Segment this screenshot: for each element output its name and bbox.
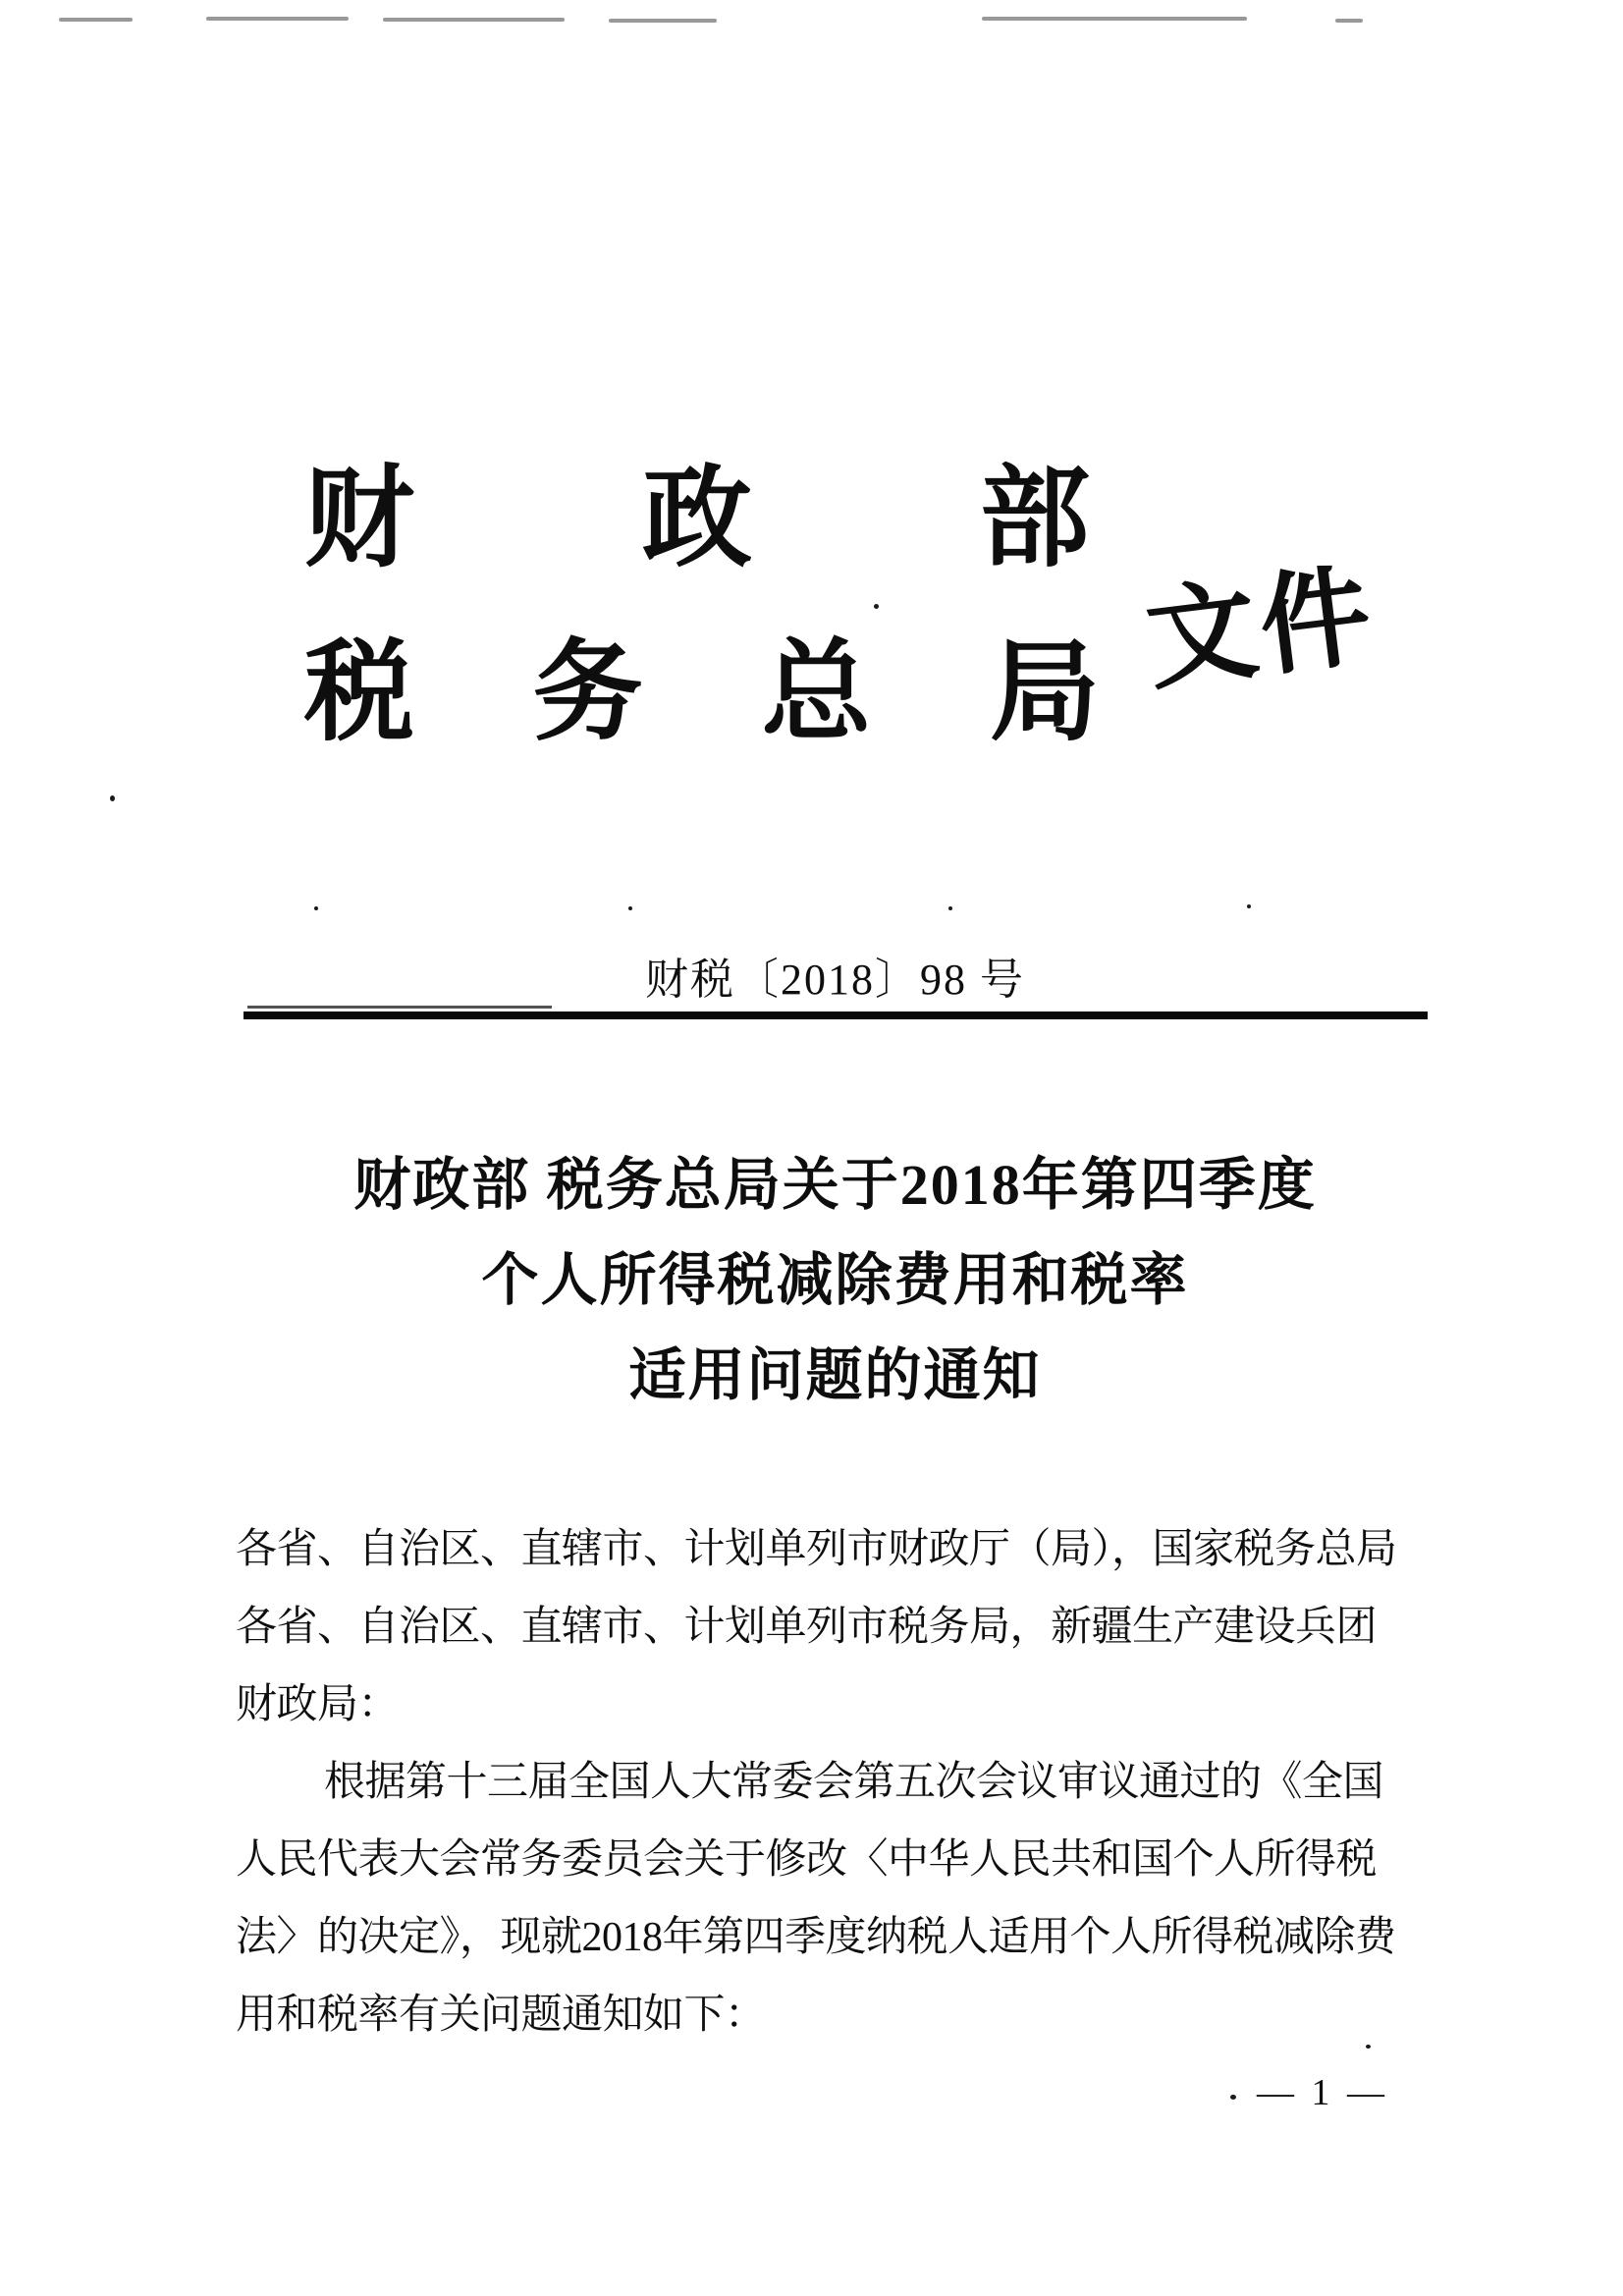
issuer-char: 务 [532, 632, 643, 754]
issuer-char: 部 [980, 459, 1090, 580]
page-number: — 1 — [1257, 2072, 1388, 2113]
scan-speck [1230, 2095, 1236, 2100]
scan-speck [1247, 904, 1251, 908]
paragraph-line: 根据第十三届全国人大常委会第五次会议审议通过的《全国 [324, 1760, 1384, 1805]
issuer-line-ministry-of-finance [304, 459, 1090, 580]
issuer-char: 税 [304, 632, 414, 754]
scan-speck [110, 795, 115, 801]
paragraph-line: 用和税率有关问题通知如下： [236, 1993, 766, 2038]
scan-noise-dash [206, 17, 349, 21]
scan-noise-dash [1335, 19, 1363, 23]
paragraph-line: 法〉的决定》，现就2018年第四季度纳税人适用个人所得税减除费 [236, 1915, 1396, 1960]
scan-noise-dash [609, 19, 717, 23]
paragraph-line: 人民代表大会常务委员会关于修改〈中华人民共和国个人所得税 [236, 1837, 1378, 1883]
scan-noise-dash [59, 18, 133, 22]
scan-noise-dash [383, 18, 565, 22]
document-number: 财税〔2018〕98 号 [645, 956, 1025, 1004]
scan-speck [314, 906, 318, 910]
scan-speck [948, 906, 952, 910]
salutation-line: 财政局： [236, 1682, 400, 1727]
document-title-line-1: 财政部 税务总局关于2018年第四季度 [353, 1153, 1317, 1217]
issuer-char: 局 [989, 632, 1100, 754]
scan-speck [874, 604, 879, 609]
document-title-line-3: 适用问题的通知 [628, 1343, 1042, 1407]
document-title [0, 1137, 1623, 1423]
document-body [236, 1511, 1483, 2054]
issuer-char: 财 [304, 459, 414, 580]
issuer-char: 政 [642, 459, 752, 580]
header-rule-scan-echo [247, 1006, 552, 1009]
salutation-line: 各省、自治区、直辖市、计划单列市财政厅（局），国家税务总局 [236, 1527, 1397, 1572]
scan-speck [628, 906, 632, 910]
salutation-line: 各省、自治区、直辖市、计划单列市税务局，新疆生产建设兵团 [236, 1605, 1378, 1650]
issuer-line-taxation-administration [304, 632, 1100, 754]
scan-noise-dash [982, 17, 1247, 21]
document-title-line-2: 个人所得税减除费用和税率 [481, 1248, 1189, 1312]
issuer-char: 总 [761, 632, 872, 754]
header-rule [243, 1011, 1428, 1019]
document-type-label: 文件 [1140, 555, 1381, 704]
